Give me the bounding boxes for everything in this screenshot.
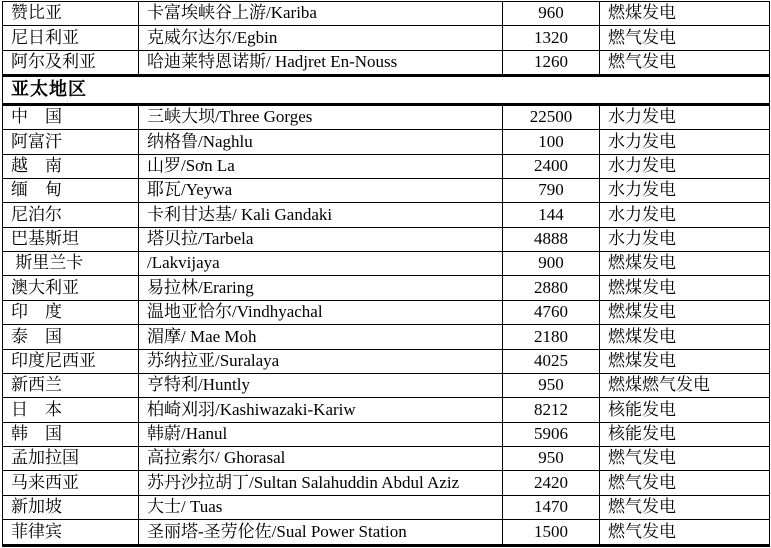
capacity-cell: 8212 xyxy=(503,398,600,422)
type-cell: 燃气发电 xyxy=(600,447,770,471)
table-row xyxy=(3,178,770,202)
type-cell: 水力发电 xyxy=(600,104,770,130)
plant-cell: 苏纳拉亚/Suralaya xyxy=(139,349,503,373)
type-cell: 水力发电 xyxy=(600,203,770,227)
capacity-cell: 100 xyxy=(503,130,600,154)
table-row xyxy=(3,373,770,397)
table-row xyxy=(3,447,770,471)
country-cell: 韩 国 xyxy=(3,422,139,446)
country-cell: 印 度 xyxy=(3,300,139,324)
type-cell: 燃气发电 xyxy=(600,495,770,519)
type-cell: 水力发电 xyxy=(600,178,770,202)
table-row xyxy=(3,154,770,178)
table-row xyxy=(3,471,770,495)
plant-cell: 卡利甘达基/ Kali Gandaki xyxy=(139,203,503,227)
plant-cell: 湄摩/ Mae Moh xyxy=(139,325,503,349)
country-cell: 越 南 xyxy=(3,154,139,178)
plant-cell: 高拉索尔/ Ghorasal xyxy=(139,447,503,471)
type-cell: 燃煤发电 xyxy=(600,300,770,324)
plant-cell: 亨特利/Huntly xyxy=(139,373,503,397)
country-cell: 新加坡 xyxy=(3,495,139,519)
plant-cell: 柏崎刈羽/Kashiwazaki-Kariw xyxy=(139,398,503,422)
type-cell: 水力发电 xyxy=(600,227,770,251)
capacity-cell: 4760 xyxy=(503,300,600,324)
country-cell: 菲律宾 xyxy=(3,520,139,546)
table-row xyxy=(3,276,770,300)
table-row xyxy=(3,422,770,446)
type-cell: 水力发电 xyxy=(600,154,770,178)
table-row xyxy=(3,50,770,76)
type-cell: 燃煤燃气发电 xyxy=(600,373,770,397)
country-cell: 阿尔及利亚 xyxy=(3,50,139,76)
plant-cell: /Lakvijaya xyxy=(139,252,503,276)
table-row xyxy=(3,325,770,349)
country-cell: 巴基斯坦 xyxy=(3,227,139,251)
country-cell: 尼日利亚 xyxy=(3,26,139,50)
capacity-cell: 950 xyxy=(503,373,600,397)
plant-cell: 耶瓦/Yeywa xyxy=(139,178,503,202)
capacity-cell: 900 xyxy=(503,252,600,276)
capacity-cell: 22500 xyxy=(503,104,600,130)
capacity-cell: 950 xyxy=(503,447,600,471)
country-cell: 缅 甸 xyxy=(3,178,139,202)
type-cell: 燃煤发电 xyxy=(600,252,770,276)
table-row xyxy=(3,2,770,26)
country-cell: 尼泊尔 xyxy=(3,203,139,227)
plant-cell: 卡富埃峡谷上游/Kariba xyxy=(139,2,503,26)
capacity-cell: 2880 xyxy=(503,276,600,300)
plant-cell: 温地亚恰尔/Vindhyachal xyxy=(139,300,503,324)
table-row xyxy=(3,520,770,546)
country-cell: 印度尼西亚 xyxy=(3,349,139,373)
country-cell: 孟加拉国 xyxy=(3,447,139,471)
country-cell: 澳大利亚 xyxy=(3,276,139,300)
type-cell: 燃气发电 xyxy=(600,50,770,76)
capacity-cell: 5906 xyxy=(503,422,600,446)
country-cell: 日 本 xyxy=(3,398,139,422)
plant-cell: 塔贝拉/Tarbela xyxy=(139,227,503,251)
type-cell: 燃气发电 xyxy=(600,26,770,50)
capacity-cell: 790 xyxy=(503,178,600,202)
capacity-cell: 1320 xyxy=(503,26,600,50)
capacity-cell: 2420 xyxy=(503,471,600,495)
section-header-label: 亚太地区 xyxy=(3,76,770,104)
country-cell: 马来西亚 xyxy=(3,471,139,495)
type-cell: 核能发电 xyxy=(600,398,770,422)
table-row xyxy=(3,104,770,130)
table-row xyxy=(3,495,770,519)
capacity-cell: 960 xyxy=(503,2,600,26)
table-row xyxy=(3,203,770,227)
table-row xyxy=(3,398,770,422)
type-cell: 燃气发电 xyxy=(600,520,770,546)
plant-cell: 山罗/Sơn La xyxy=(139,154,503,178)
table-row xyxy=(3,349,770,373)
type-cell: 水力发电 xyxy=(600,130,770,154)
capacity-cell: 4888 xyxy=(503,227,600,251)
plant-cell: 大士/ Tuas xyxy=(139,495,503,519)
plant-cell: 韩蔚/Hanul xyxy=(139,422,503,446)
country-cell: 中 国 xyxy=(3,104,139,130)
type-cell: 燃气发电 xyxy=(600,471,770,495)
table-row xyxy=(3,227,770,251)
capacity-cell: 4025 xyxy=(503,349,600,373)
plant-cell: 易拉林/Eraring xyxy=(139,276,503,300)
table-row xyxy=(3,252,770,276)
country-cell: 新西兰 xyxy=(3,373,139,397)
plant-cell: 哈迪莱特恩诺斯/ Hadjret En-Nouss xyxy=(139,50,503,76)
capacity-cell: 144 xyxy=(503,203,600,227)
country-cell: 斯里兰卡 xyxy=(3,252,139,276)
table-row xyxy=(3,26,770,50)
plant-cell: 苏丹沙拉胡丁/Sultan Salahuddin Abdul Aziz xyxy=(139,471,503,495)
type-cell: 燃煤发电 xyxy=(600,276,770,300)
table-row xyxy=(3,300,770,324)
type-cell: 燃煤发电 xyxy=(600,349,770,373)
capacity-cell: 2400 xyxy=(503,154,600,178)
capacity-cell: 1260 xyxy=(503,50,600,76)
type-cell: 燃煤发电 xyxy=(600,2,770,26)
type-cell: 燃煤发电 xyxy=(600,325,770,349)
power-plants-table xyxy=(2,1,770,547)
capacity-cell: 1470 xyxy=(503,495,600,519)
plant-cell: 纳格鲁/Naghlu xyxy=(139,130,503,154)
type-cell: 核能发电 xyxy=(600,422,770,446)
capacity-cell: 2180 xyxy=(503,325,600,349)
country-cell: 泰 国 xyxy=(3,325,139,349)
section-header-row xyxy=(3,76,770,104)
plant-cell: 圣丽塔-圣劳伦佐/Sual Power Station xyxy=(139,520,503,546)
table-row xyxy=(3,130,770,154)
capacity-cell: 1500 xyxy=(503,520,600,546)
country-cell: 阿富汗 xyxy=(3,130,139,154)
country-cell: 赞比亚 xyxy=(3,2,139,26)
plant-cell: 三峡大坝/Three Gorges xyxy=(139,104,503,130)
plant-cell: 克威尔达尔/Egbin xyxy=(139,26,503,50)
